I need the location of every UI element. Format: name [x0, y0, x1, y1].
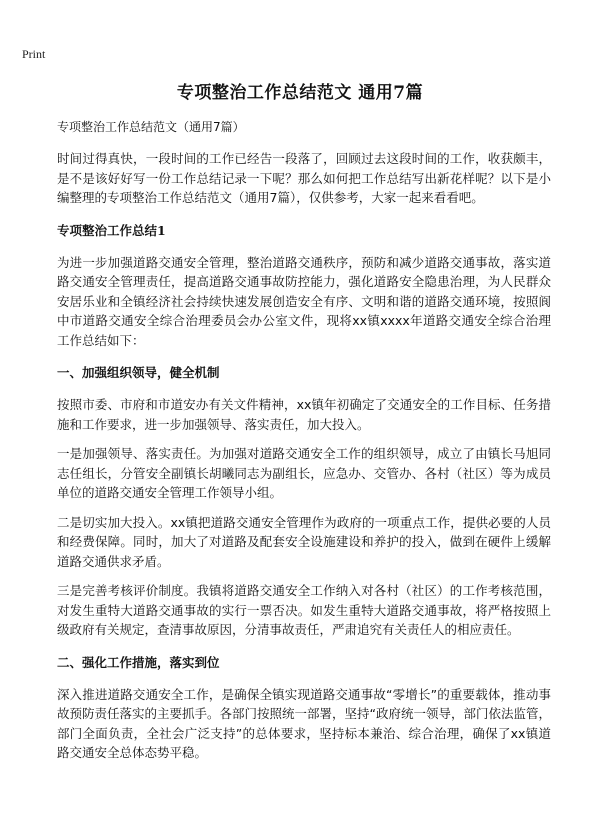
- paragraph: 深入推进道路交通安全工作，是确保全镇实现道路交通事故“零增长”的重要载体，推动事故预防责任落实的主要抓手。各部门按照统一部署，坚持“政府统一领导，部门依法监管，部门全面负责，全社会广泛支持”的总体要求，坚持标本兼治、综合治理，确保了xx镇道路交通安全总体态势平稳。: [57, 686, 551, 760]
- subsection-heading-2: 二、强化工作措施，落实到位: [57, 654, 220, 670]
- intro-paragraph: 时间过得真快，一段时间的工作已经告一段落了，回顾过去这段时间的工作，收获颇丰，是不是该好好写一份工作总结记录一下呢？那么如何把工作总结写出新花样呢？以下是小编整理的专项整治工作总结范文（通用7篇），仅供参考，大家一起来看看吧。: [57, 151, 551, 205]
- section-intro-paragraph: 为进一步加强道路交通安全管理，整治道路交通秩序，预防和减少道路交通事故，落实道路交通安全管理责任，提高道路交通事故防控能力，强化道路安全隐患治理，为人民群众安居乐业和全镇经济社会持续快速发展创造安全有序、文明和谐的道路交通环境，按照阆中市道路交通安全综合治理委员会办公室文件，现将xx镇xxxx年道路交通安全综合治理工作总结如下：: [57, 254, 551, 348]
- article-body: [57, 118, 551, 773]
- article-subtitle: 专项整治工作总结范文（通用7篇）: [57, 120, 245, 134]
- paragraph: 二是切实加大投入。xx镇把道路交通安全管理作为政府的一项重点工作，提供必要的人员和经费保障。同时，加大了对道路及配套安全设施建设和养护的投入，做到在硬件上缓解道路交通供求矛盾。: [57, 514, 551, 569]
- section-heading: 专项整治工作总结1: [57, 222, 166, 238]
- paragraph: 一是加强领导、落实责任。为加强对道路交通安全工作的组织领导，成立了由镇长马旭同志任组长，分管安全副镇长胡曦同志为副组长，应急办、交管办、各村（社区）等为成员单位的道路交通安全管理工作领导小组。: [57, 446, 551, 500]
- subsection-heading-1: 一、加强组织领导，健全机制: [57, 365, 220, 380]
- paragraph: 按照市委、市府和市道安办有关文件精神，xx镇年初确定了交通安全的工作目标、任务措施和工作要求，进一步加强领导、落实责任，加大投入。: [57, 397, 551, 432]
- print-link[interactable]: Print: [22, 47, 46, 61]
- paragraph: 三是完善考核评价制度。我镇将道路交通安全工作纳入对各村（社区）的工作考核范围，对发生重特大道路交通事故的实行一票否决。如发生重特大道路交通事故，将严格按照上级政府有关规定，查清事故原因，分清事故责任，严肃追究有关责任人的相应责任。: [57, 583, 551, 637]
- page-title: 专项整治工作总结范文 通用7篇: [176, 83, 424, 103]
